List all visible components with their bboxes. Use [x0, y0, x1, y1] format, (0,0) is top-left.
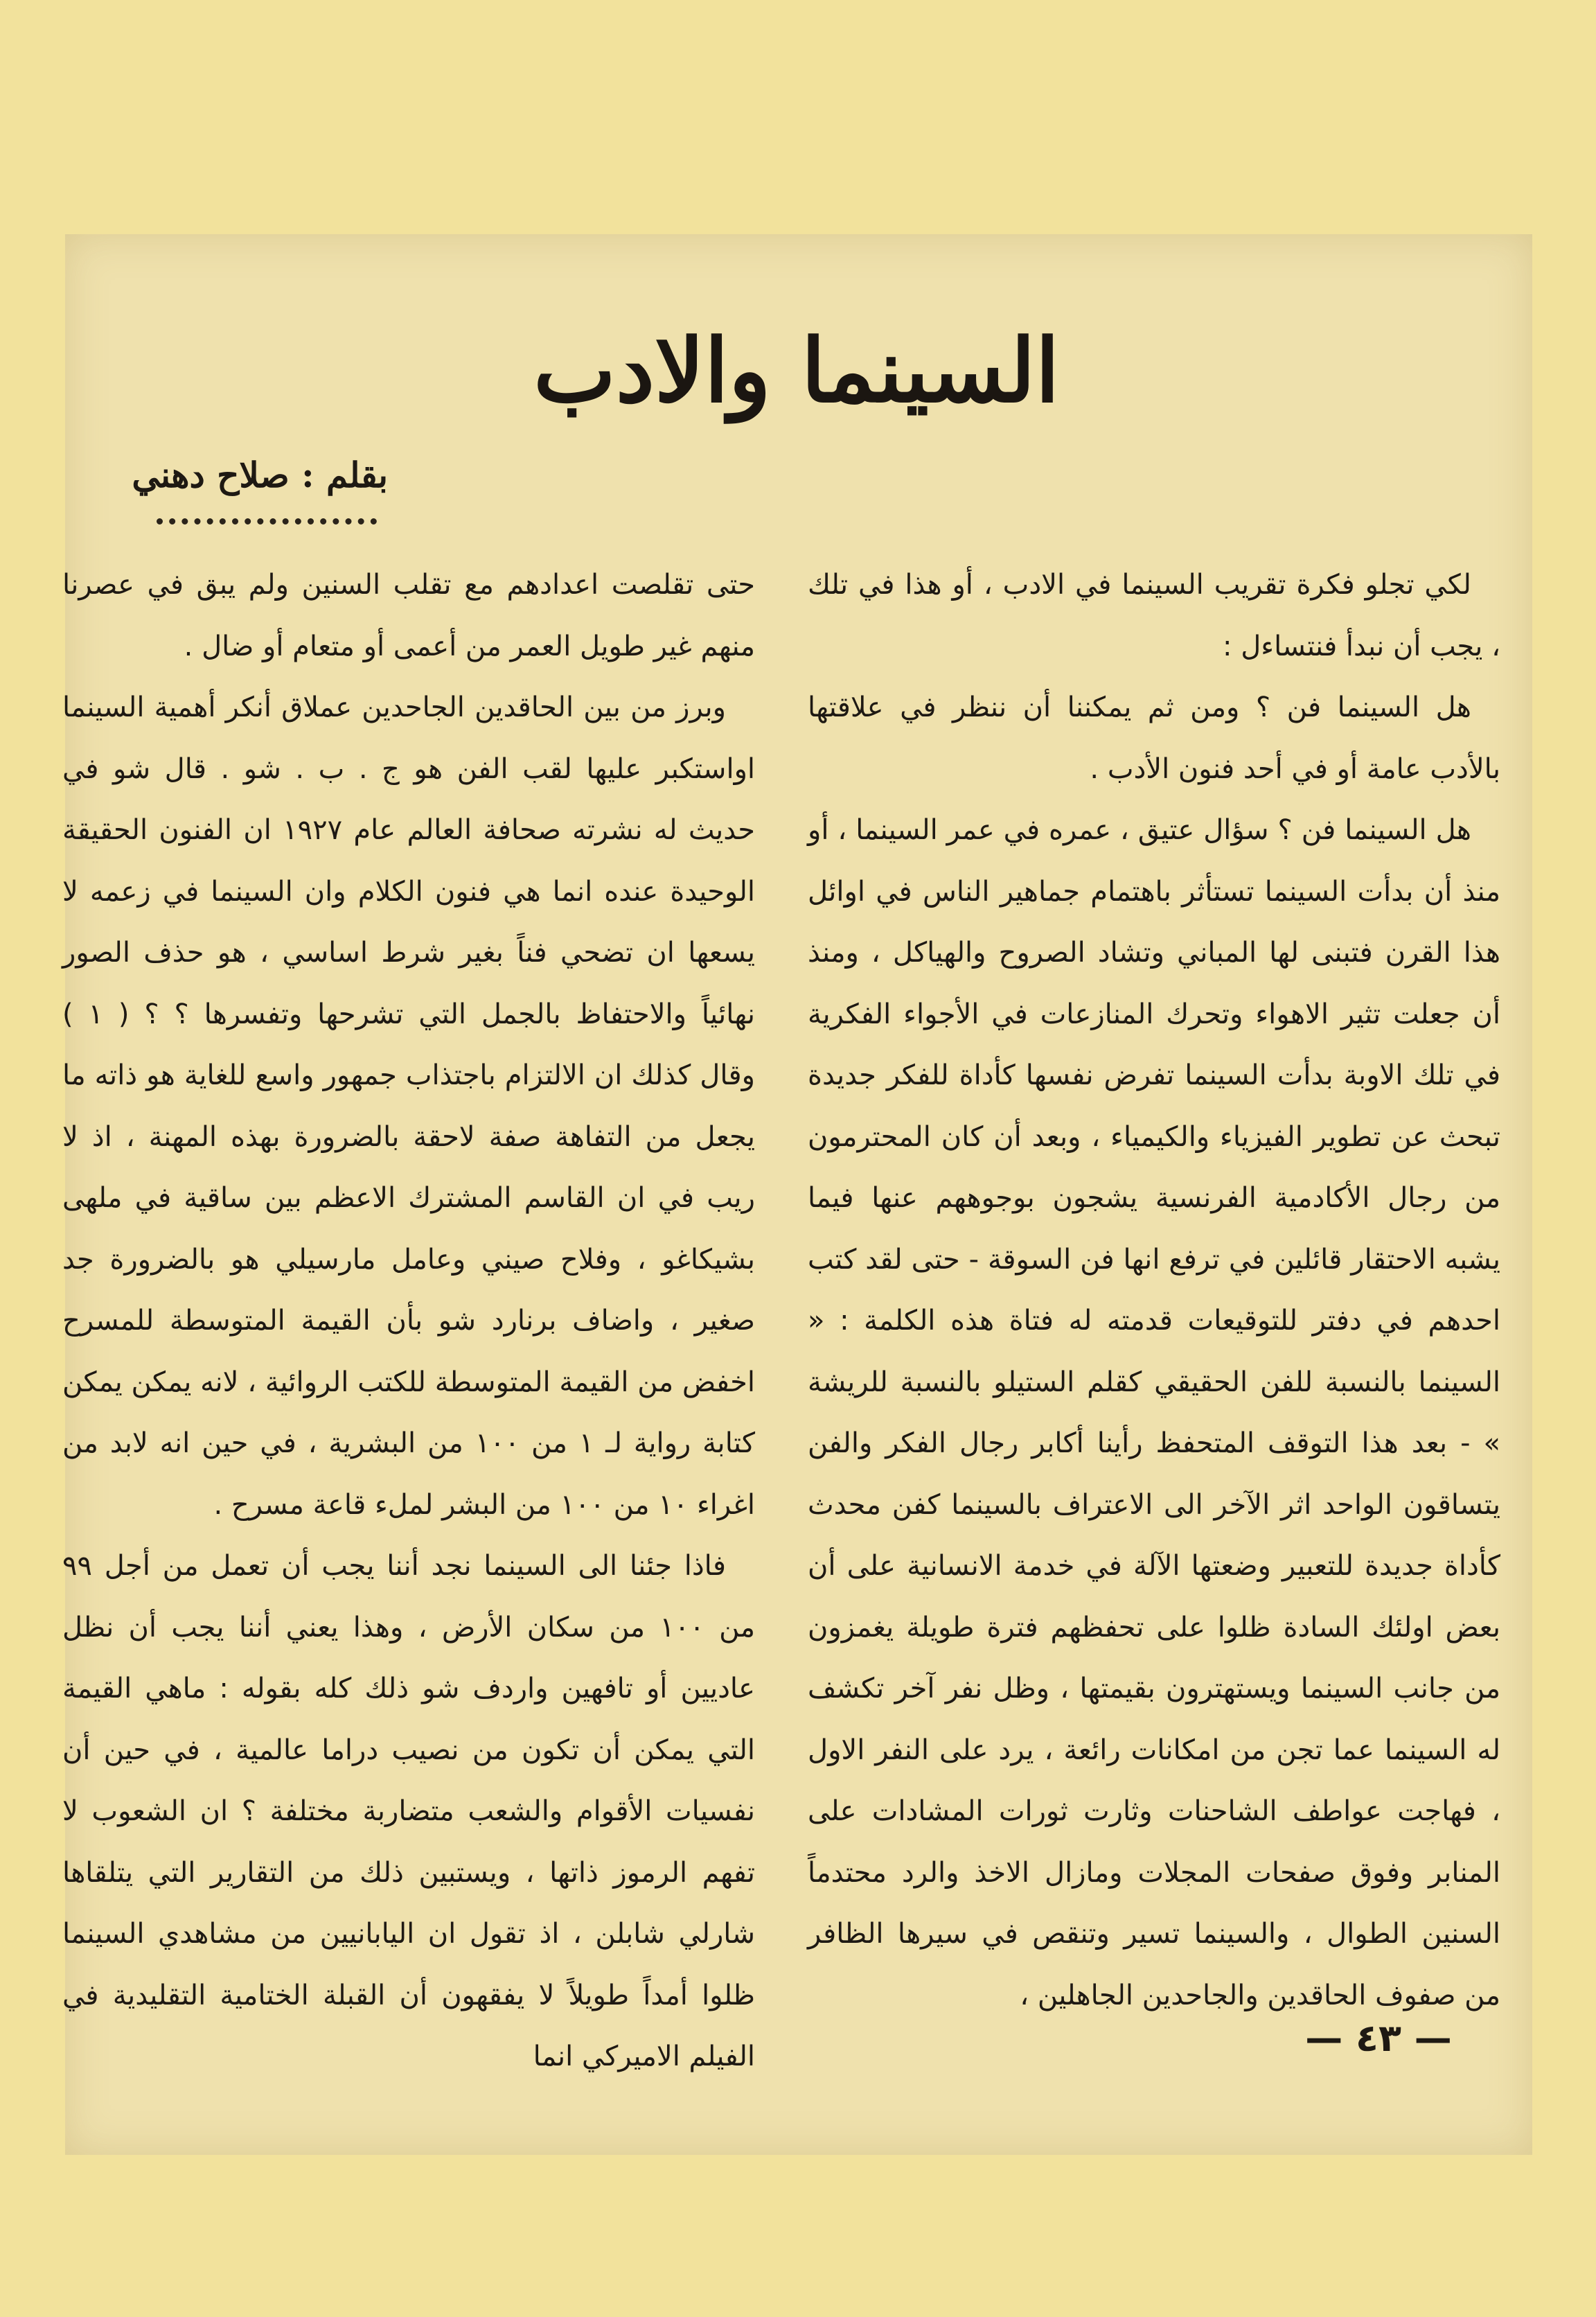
author-byline: بقلم : صلاح دهني: [132, 455, 388, 495]
article-title: السينما والادب: [533, 319, 1060, 422]
byline-dotted-rule: [157, 518, 377, 525]
paragraph: حتى تقلصت اعدادهم مع تقلب السنين ولم يبق في عصرنا منهم غير طويل العمر من أعمى أو متعام أو ضال .: [62, 569, 755, 662]
paragraph: وبرز من بين الحاقدين الجاحدين عملاق أنكر أهمية السينما اواستكبر عليها لقب الفن هو ج . ب . شو . قال شو في حديث له نشرته صحافة العالم عام ١٩٢٧ ان الفنون الحقيقة الوحيدة عنده انما هي فنون الكلام وان السينما في زعمه لا يسعها ان تضحي فناً بغير شرط اساسي ، هو حذف الصور نهائياً والاحتفاظ بالجمل التي تشرحها وتفسرها ؟ ؟ ( ١ ) وقال كذلك ان الالتزام باجتذاب جمهور واسع للغاية هو ذاته ما يجعل من التفاهة صفة لاحقة بالضرورة بهذه المهنة ، اذ لا ريب في ان القاسم المشترك الاعظم بين ساقية في ملهى بشيكاغو ، وفلاح صيني وعامل مارسيلي هو بالضرورة جد صغير ، واضاف برنارد شو بأن القيمة المتوسطة للمسرح اخفض من القيمة المتوسطة للكتب الروائية ، لانه يمكن يمكن كتابة رواية لـ ١ من ١٠٠ من البشرية ، في حين انه لابد من اغراء ١٠ من ١٠٠ من البشر لملء قاعة مسرح .: [62, 691, 756, 1521]
paragraph: لكي تجلو فكرة تقريب السينما في الادب ، أو هذا في تلك ، يجب أن نبدأ فنتساءل :: [808, 569, 1500, 662]
page-number: — ٤٣ —: [1305, 2016, 1452, 2060]
paragraph: هل السينما فن ؟ ومن ثم يمكننا أن ننظر في علاقتها بالأدب عامة أو في أحد فنون الأدب .: [808, 691, 1500, 785]
right-text-column: [808, 554, 1500, 2026]
paragraph: هل السينما فن ؟ سؤال عتيق ، عمره في عمر السينما ، أو منذ أن بدأت السينما تستأثر باهتمام جماهير الناس في اوائل هذا القرن فتبنى لها المباني وتشاد الصروح والهياكل ، ومنذ أن جعلت تثير الاهواء وتحرك المنازعات في الأجواء الفكرية في تلك الاوبة بدأت السينما تفرض نفسها كأداة للفكر جديدة تبحث عن تطوير الفيزياء والكيمياء ، وبعد أن كان المحترمون من رجال الأكادمية الفرنسية يشجون بوجوههم عنها فيما يشبه الاحتقار قائلين في ترفع انها فن السوقة - حتى لقد كتب احدهم في دفتر للتوقيعات قدمته له فتاة هذه الكلمة : « السينما بالنسبة للفن الحقيقي كقلم الستيلو بالنسبة للريشة » - بعد هذا التوقف المتحفظ رأينا أكابر رجال الفكر والفن يتساقون الواحد اثر الآخر الى الاعتراف بالسينما كفن محدث كأداة جديدة للتعبير وضعتها الآلة في خدمة الانسانية على أن بعض اولئك السادة ظلوا على تحفظهم فترة طويلة يغمزون من جانب السينما ويستهترون بقيمتها ، وظل نفر آخر تكشف له السينما عما تجن من امكانات رائعة ، يرد على النفر الاول ، فهاجت عواطف الشاحنات وثارت ثورات المشادات على المنابر وفوق صفحات المجلات ومازال الاخذ والرد محتدماً السنين الطوال ، والسينما تسير وتنقص في سيرها الظافر من صفوف الحاقدين والجاحدين الجاهلين ،: [808, 814, 1500, 2011]
left-text-column: [62, 554, 755, 2088]
paragraph: فاذا جئنا الى السينما نجد أننا يجب أن تعمل من أجل ٩٩ من ١٠٠ من سكان الأرض ، وهذا يعني أننا يجب أن نظل عاديين أو تافهين واردف شو ذلك كله بقوله : ماهي القيمة التي يمكن أن تكون من نصيب دراما عالمية ، في حين أن نفسيات الأقوام والشعب متضاربة مختلفة ؟ ان الشعوب لا تفهم الرموز ذاتها ، ويستبين ذلك من التقارير التي يتلقاها شارلي شابلن ، اذ تقول ان اليابانيين من مشاهدي السينما ظلوا أمداً طويلاً لا يفقهون أن القبلة الختامية التقليدية في الفيلم الاميركي انما: [62, 1550, 756, 2072]
